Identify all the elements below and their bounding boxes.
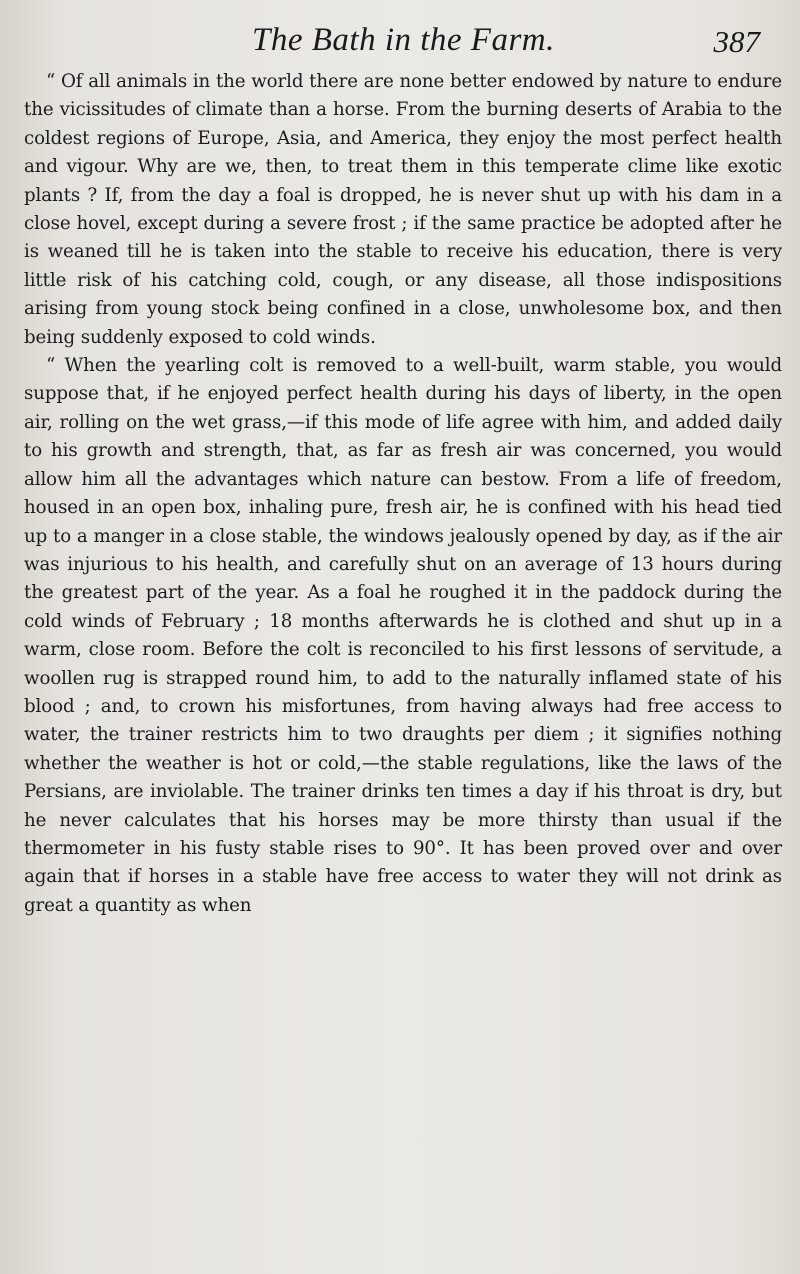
page-number: 387 (713, 24, 760, 59)
body-text (24, 68, 782, 920)
paragraph: “ Of all animals in the world there are none better endowed by nature to endure the vicissitudes of climate than a horse. From the burning deserts of Arabia to the coldest regions of Europe, Asia, and America, they enjoy the most perfect health and vigour. Why are we, then, to treat them in this temperate clime like exotic plants ? If, from the day a foal is dropped, he is never shut up with his dam in a close hovel, except during a severe frost ; if the same practice be adopted after he is weaned till he is taken into the stable to receive his education, there is very little risk of his catching cold, cough, or any disease, all those indispositions arising from young stock being confined in a close, unwholesome box, and then being suddenly exposed to cold winds. (24, 71, 782, 348)
running-head (24, 22, 782, 68)
paragraph: “ When the yearling colt is removed to a well-built, warm stable, you would suppose that, if he enjoyed perfect health during his days of liberty, in the open air, rolling on the wet grass,—if this mode of life agree with him, and added daily to his growth and strength, that, as far as fresh air was concerned, you would allow him all the advantages which nature can bestow. From a life of freedom, housed in an open box, inhaling pure, fresh air, he is confined with his head tied up to a manger in a close stable, the windows jealously opened by day, as if the air was injurious to his health, and carefully shut on an average of 13 hours during the greatest part of the year. As a foal he roughed it in the paddock during the cold winds of February ; 18 months afterwards he is clothed and shut up in a warm, close room. Before the colt is reconciled to his first lessons of servitude, a woollen rug is strapped round him, to add to the naturally inflamed state of his blood ; and, to crown his misfortunes, from having always had free access to water, the trainer restricts him to two draughts per diem ; it signifies nothing whether the weather is hot or cold,—the stable regulations, like the laws of the Persians, are inviolable. The trainer drinks ten times a day if his throat is dry, but he never calculates that his horses may be more thirsty than usual if the thermometer in his fusty stable rises to 90°. It has been proved over and over again that if horses in a stable have free access to water they will not drink as great a quantity as when (24, 355, 782, 916)
running-title: The Bath in the Farm. (252, 22, 555, 58)
